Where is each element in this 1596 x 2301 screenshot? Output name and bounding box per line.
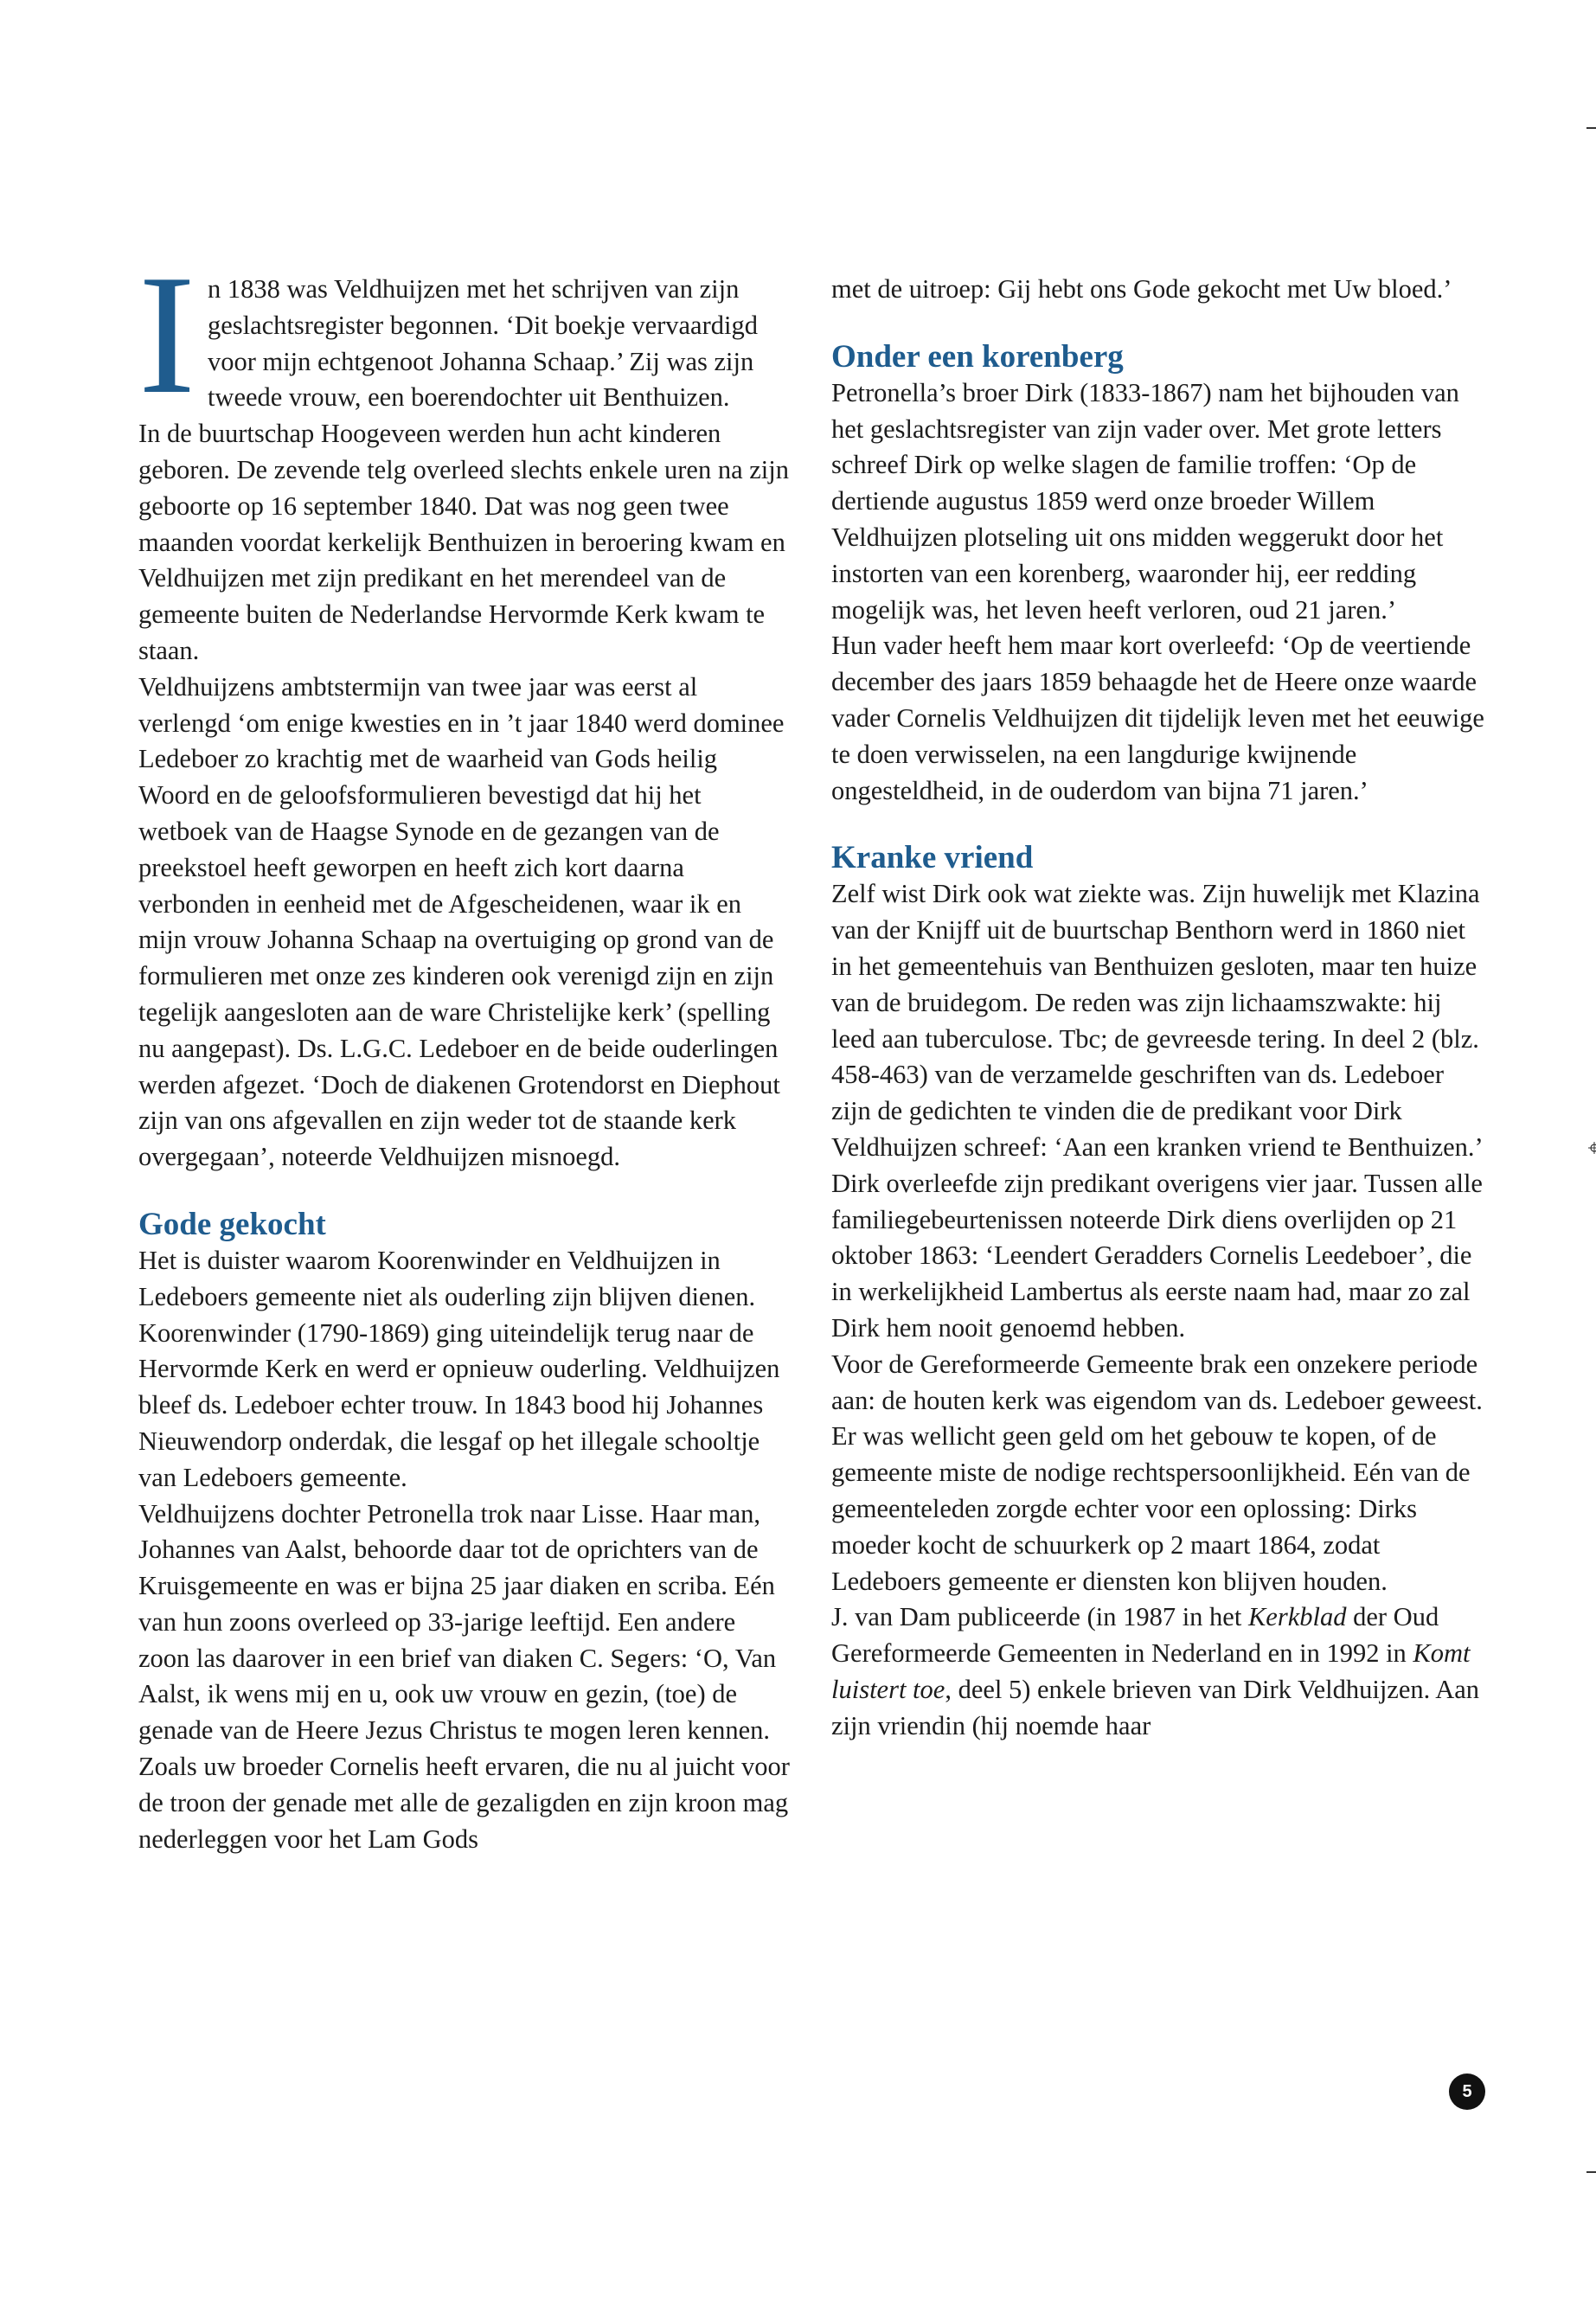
- section-heading-kranke-vriend: Kranke vriend: [831, 840, 1034, 876]
- paragraph: In de buurtschap Hoogeveen werden hun acht kinderen geboren. De zevende telg overleed slechts enkele uren na zijn geboorte op 16 september 1840. Dat was nog geen twee maanden voordat kerkelijk Benthuizen in beroering kwam en Veldhuijzen met zijn predikant en het merendeel van de gemeente buiten de Nederlandse Hervormde Kerk kwam te staan.: [138, 419, 789, 665]
- drop-cap: I: [138, 240, 195, 429]
- crop-mark: [1586, 127, 1596, 129]
- paragraph: Dirk overleefde zijn predikant overigens vier jaar. Tussen alle familiegebeurtenissen noteerde Dirk diens overlijden op 21 oktober 1863: ‘Leendert Geradders Cornelis Leedeboer’, die in werkelijkheid Lambertus als eerste naam had, maar zo zal Dirk hem nooit genoemd hebben.: [831, 1168, 1483, 1343]
- opening-paragraph: In 1838 was Veldhuijzen met het schrijven van zijn geslachtsregister begonnen. ‘Dit boekje vervaardigd voor mijn echtgenoot Johanna Schaap.’ Zij was zijn tweede vrouw, een boerendochter uit Benthuizen.: [138, 240, 758, 429]
- publication-title: Komt luistert toe: [831, 1638, 1471, 1704]
- publication-title: Kerkblad: [1247, 1602, 1347, 1632]
- right-column: [831, 272, 1486, 1744]
- paragraph: J. van Dam publiceerde (in 1987 in het Kerkblad der Oud Gereformeerde Gemeenten in Nederland en in 1992 in Komt luistert toe, deel 5) enkele brieven van Dirk Veldhuijzen. Aan zijn vriendin (hij noemde haar: [831, 1602, 1480, 1740]
- left-column: [138, 240, 793, 1857]
- paragraph: Veldhuijzens dochter Petronella trok naar Lisse. Haar man, Johannes van Aalst, behoorde daar tot de oprichters van de Kruisgemeente en was er bijna 25 jaar diaken en scriba. Eén van hun zoons overleed op 33-jarige leeftijd. Een andere zoon las daarover in een brief van diaken C. Segers: ‘O, Van Aalst, ik wens mij en u, ook uw vrouw en gezin, (toe) de genade van de Heere Jezus Christus te mogen leren kennen. Zoals uw broeder Cornelis heeft ervaren, die nu al juicht voor de troon der genade met alle de gezaligden en zijn kroon mag nederleggen voor het Lam Gods: [138, 1498, 790, 1854]
- paragraph: Petronella’s broer Dirk (1833-1867) nam het bijhouden van het geslachtsregister van zijn vader over. Met grote letters schreef Dirk op welke slagen de familie troffen: ‘Op de dertiende augustus 1859 werd onze broeder Willem Veldhuijzen plotseling uit ons midden weggerukt door het instorten van een korenberg, waaronder hij, eer redding mogelijk was, het leven heeft verloren, oud 21 jaren.’: [831, 377, 1459, 625]
- paragraph: met de uitroep: Gij hebt ons Gode gekocht met Uw bloed.’: [831, 274, 1452, 304]
- paragraph: Voor de Gereformeerde Gemeente brak een onzekere periode aan: de houten kerk was eigendom van ds. Ledeboer geweest. Er was wellicht geen geld om het gebouw te kopen, of de gemeente miste de nodige rechtspersoonlijkheid. Eén van de gemeenteleden zorgde echter voor een oplossing: Dirks moeder kocht de schuurkerk op 2 maart 1864, zodat Ledeboers gemeente er diensten kon blijven houden.: [831, 1349, 1483, 1596]
- registration-mark-icon: [1588, 1142, 1596, 1154]
- paragraph: Het is duister waarom Koorenwinder en Veldhuijzen in Ledeboers gemeente niet als ouderling zijn blijven dienen. Koorenwinder (1790-1869) ging uiteindelijk terug naar de Hervormde Kerk en werd er opnieuw ouderling. Veldhuijzen bleef ds. Ledeboer echter trouw. In 1843 bood hij Johannes Nieuwendorp onderdak, die lesgaf op het illegale schooltje van Ledeboers gemeente.: [138, 1245, 780, 1492]
- crop-mark: [1586, 2171, 1596, 2173]
- paragraph: Hun vader heeft hem maar kort overleefd: ‘Op de veertiende december des jaars 1859 behaagde het de Heere onze waarde vader Cornelis Veldhuijzen dit tijdelijk leven met het eeuwige te doen verwisselen, na een langdurige kwijnende ongesteldheid, in de ouderdom van bijna 71 jaren.’: [831, 631, 1484, 805]
- section-heading-gode-gekocht: Gode gekocht: [138, 1206, 326, 1242]
- page-number-badge: 5: [1449, 2073, 1485, 2110]
- paragraph: Zelf wist Dirk ook wat ziekte was. Zijn huwelijk met Klazina van der Knijff uit de buurtschap Benthorn werd in 1860 niet in het gemeentehuis van Benthuizen gesloten, maar ten huize van de bruidegom. De reden was zijn lichaamszwakte: hij leed aan tuberculose. Tbc; de gevreesde tering. In deel 2 (blz. 458-463) van de verzamelde geschriften van ds. Ledeboer zijn de gedichten te vinden die de predikant voor Dirk Veldhuijzen schreef: ‘Aan een kranken vriend te Benthuizen.’: [831, 879, 1484, 1162]
- section-heading-onder-een-korenberg: Onder een korenberg: [831, 338, 1124, 375]
- paragraph: Veldhuijzens ambtstermijn van twee jaar was eerst al verlengd ‘om enige kwesties en in ’t jaar 1840 werd dominee Ledeboer zo krachtig met de waarheid van Gods heilig Woord en de geloofsformulieren bevestigd dat hij het wetboek van de Haagse Synode en de gezangen van de preekstoel heeft geworpen en heeft zich kort daarna verbonden in eenheid met de Afgescheidenen, waar ik en mijn vrouw Johanna Schaap na overtuiging op grond van de formulieren met onze zes kinderen ook verenigd zijn en zijn tegelijk aangesloten aan de ware Christelijke kerk’ (spelling nu aangepast). Ds. L.G.C. Ledeboer en de beide ouderlingen werden afgezet. ‘Doch de diakenen Grotendorst en Diephout zijn van ons afgevallen en zijn weder tot de staande kerk overgegaan’, noteerde Veldhuijzen misnoegd.: [138, 671, 785, 1172]
